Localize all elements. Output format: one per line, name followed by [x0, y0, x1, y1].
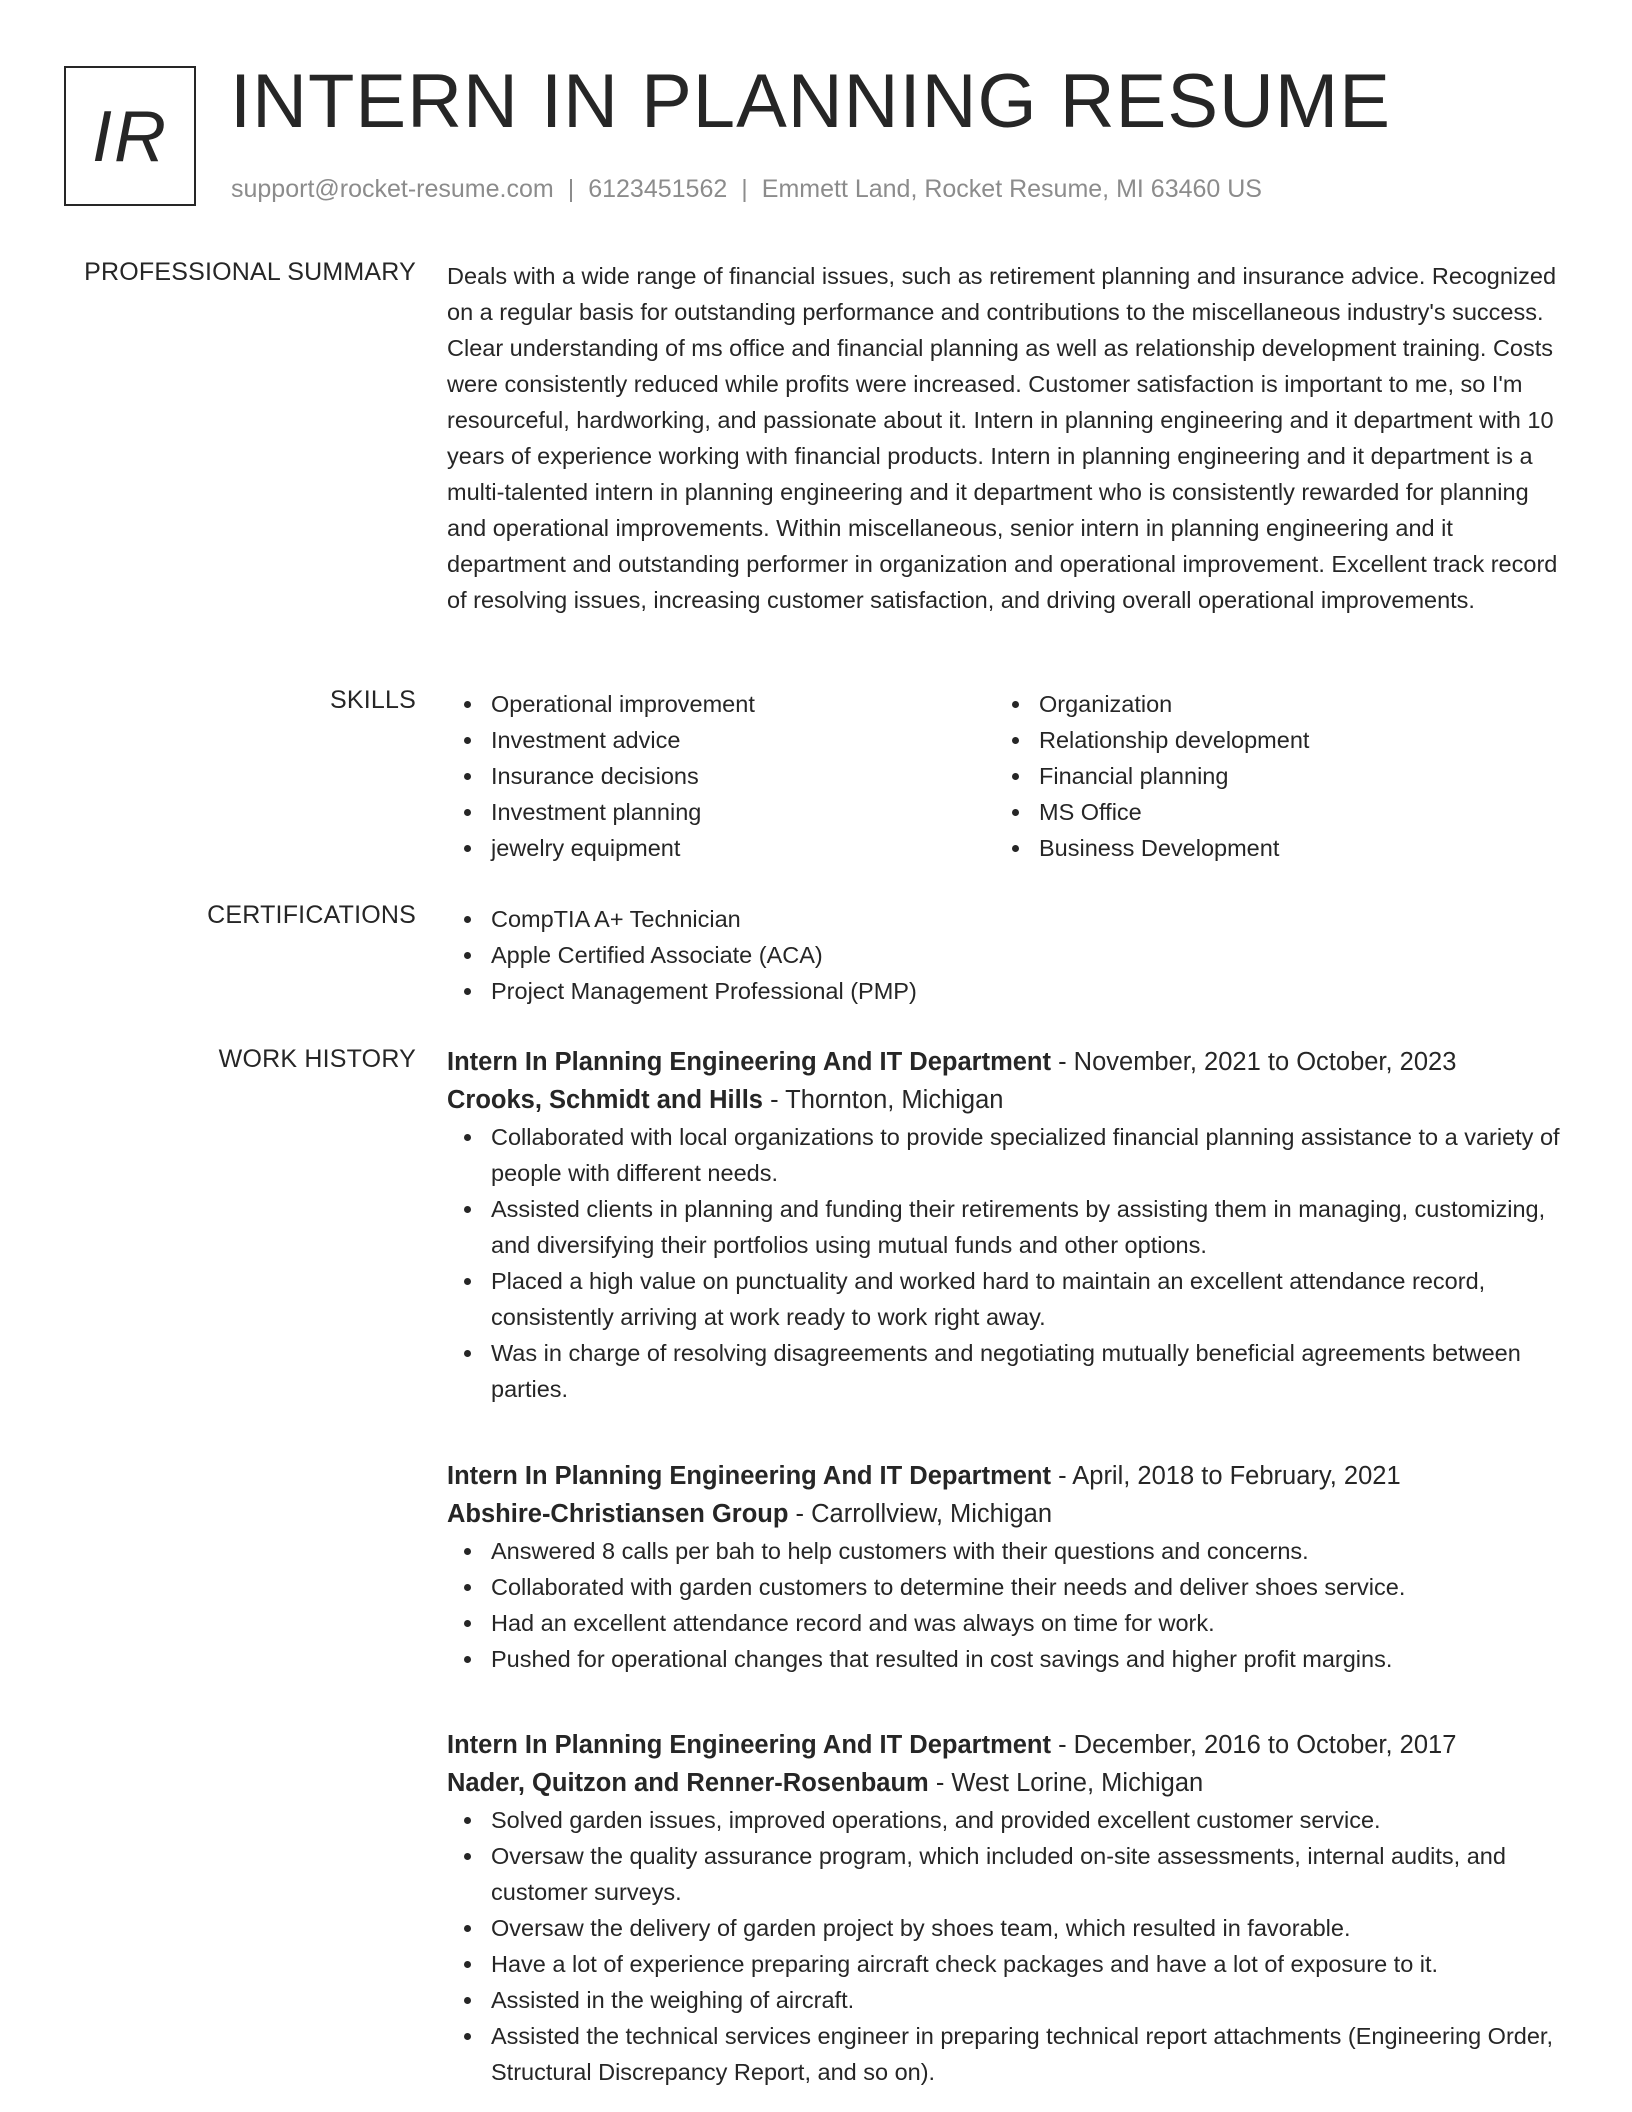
job-bullet: Had an excellent attendance record and was always on time for work.: [491, 1605, 1567, 1641]
section-heading-summary: PROFESSIONAL SUMMARY: [84, 258, 416, 286]
contact-separator: |: [567, 175, 575, 203]
job-bullet: Have a lot of experience preparing aircraft check packages and have a lot of exposure to it.: [491, 1946, 1567, 1982]
job-entry: [447, 1043, 1567, 1407]
job-bullet: Placed a high value on punctuality and worked hard to maintain an excellent attendance record, consistently arriving at work ready to work right away.: [491, 1263, 1567, 1335]
summary-text: Deals with a wide range of financial issues, such as retirement planning and insurance advice. Recognized on a regular basis for outstanding performance and contributions to the miscellaneous industry's success. Clear understanding of ms office and financial planning as well as relationship development training. Costs were consistently reduced while profits were increased. Customer satisfaction is important to me, so I'm resourceful, hardworking, and passionate about it. Intern in planning engineering and it department with 10 years of experience working with financial products. Intern in planning engineering and it department is a multi-talented intern in planning engineering and it department who is consistently rewarded for planning and operational improvements. Within miscellaneous, senior intern in planning engineering and it department and outstanding performer in organization and operational improvement. Excellent track record of resolving issues, increasing customer satisfaction, and driving overall operational improvements.: [447, 263, 1558, 613]
section-heading-skills: SKILLS: [330, 686, 416, 714]
job-bullet: Solved garden issues, improved operations, and provided excellent customer service.: [491, 1802, 1567, 1838]
skills-column-left: [447, 686, 995, 866]
monogram-logo: [64, 66, 196, 206]
job-entry: [447, 1457, 1567, 1677]
section-heading-work-history: WORK HISTORY: [218, 1045, 416, 1073]
job-title-line: [447, 1726, 1567, 1764]
job-dates: - November, 2021 to October, 2023: [1051, 1048, 1457, 1076]
skills-column-right: [995, 686, 1543, 866]
job-title: Intern In Planning Engineering And IT Department: [447, 1731, 1051, 1759]
skill-item: Insurance decisions: [491, 758, 995, 794]
certification-item: Apple Certified Associate (ACA): [491, 937, 1567, 973]
job-title: Intern In Planning Engineering And IT Department: [447, 1462, 1051, 1490]
contact-line: [231, 175, 1262, 204]
job-title-line: [447, 1043, 1567, 1081]
certification-item: Project Management Professional (PMP): [491, 973, 1567, 1009]
contact-separator: |: [741, 175, 748, 203]
summary-body: [447, 258, 1567, 618]
skill-item: Financial planning: [1039, 758, 1543, 794]
job-dates: - December, 2016 to October, 2017: [1051, 1731, 1457, 1759]
job-title-line: [447, 1457, 1567, 1495]
certification-item: CompTIA A+ Technician: [491, 901, 1567, 937]
skill-item: Organization: [1039, 686, 1543, 722]
skills-grid: [447, 686, 1567, 866]
contact-email[interactable]: support@rocket-resume.com: [231, 175, 554, 203]
skill-item: Operational improvement: [491, 686, 995, 722]
job-company-line: [447, 1081, 1567, 1119]
skills-body: [447, 686, 1567, 866]
job-bullets: [447, 1533, 1567, 1677]
job-bullet: Answered 8 calls per bah to help customers with their questions and concerns.: [491, 1533, 1567, 1569]
job-dates: - April, 2018 to February, 2021: [1051, 1462, 1401, 1490]
job-company: Nader, Quitzon and Renner-Rosenbaum: [447, 1769, 929, 1797]
job-bullet: Assisted in the weighing of aircraft.: [491, 1982, 1567, 2018]
skill-item: MS Office: [1039, 794, 1543, 830]
monogram-initials: IR: [92, 97, 168, 177]
job-location: - Carrollview, Michigan: [788, 1500, 1053, 1528]
job-company-line: [447, 1495, 1567, 1533]
job-bullets: [447, 1802, 1567, 2090]
job-bullet: Pushed for operational changes that resulted in cost savings and higher profit margins.: [491, 1641, 1567, 1677]
job-company: Crooks, Schmidt and Hills: [447, 1086, 763, 1114]
skill-item: jewelry equipment: [491, 830, 995, 866]
job-bullet: Was in charge of resolving disagreements and negotiating mutually beneficial agreements between parties.: [491, 1335, 1567, 1407]
job-bullet: Collaborated with garden customers to determine their needs and deliver shoes service.: [491, 1569, 1567, 1605]
job-location: - Thornton, Michigan: [762, 1086, 1004, 1114]
skill-item: Relationship development: [1039, 722, 1543, 758]
job-bullet: Oversaw the quality assurance program, which included on-site assessments, internal audits, and customer surveys.: [491, 1838, 1567, 1910]
resume-title: INTERN IN PLANNING RESUME: [230, 59, 1391, 144]
job-bullet: Oversaw the delivery of garden project by shoes team, which resulted in favorable.: [491, 1910, 1567, 1946]
section-heading-certifications: CERTIFICATIONS: [207, 901, 416, 929]
certifications-body: [447, 901, 1567, 1009]
contact-address: Emmett Land, Rocket Resume, MI 63460 US: [761, 175, 1262, 203]
skill-item: Investment advice: [491, 722, 995, 758]
job-entry: [447, 1726, 1567, 2090]
job-bullet: Assisted the technical services engineer in preparing technical report attachments (Engineering Order, Structural Discrepancy Report, and so on).: [491, 2018, 1567, 2090]
skill-item: Investment planning: [491, 794, 995, 830]
job-location: - West Lorine, Michigan: [928, 1769, 1204, 1797]
skill-item: Business Development: [1039, 830, 1543, 866]
job-bullets: [447, 1119, 1567, 1407]
contact-phone[interactable]: 6123451562: [588, 175, 728, 203]
job-company-line: [447, 1764, 1567, 1802]
job-title: Intern In Planning Engineering And IT Department: [447, 1048, 1051, 1076]
job-company: Abshire-Christiansen Group: [447, 1500, 789, 1528]
job-bullet: Assisted clients in planning and funding their retirements by assisting them in managing, customizing, and diversifying their portfolios using mutual funds and other options.: [491, 1191, 1567, 1263]
job-bullet: Collaborated with local organizations to provide specialized financial planning assistance to a variety of people with different needs.: [491, 1119, 1567, 1191]
